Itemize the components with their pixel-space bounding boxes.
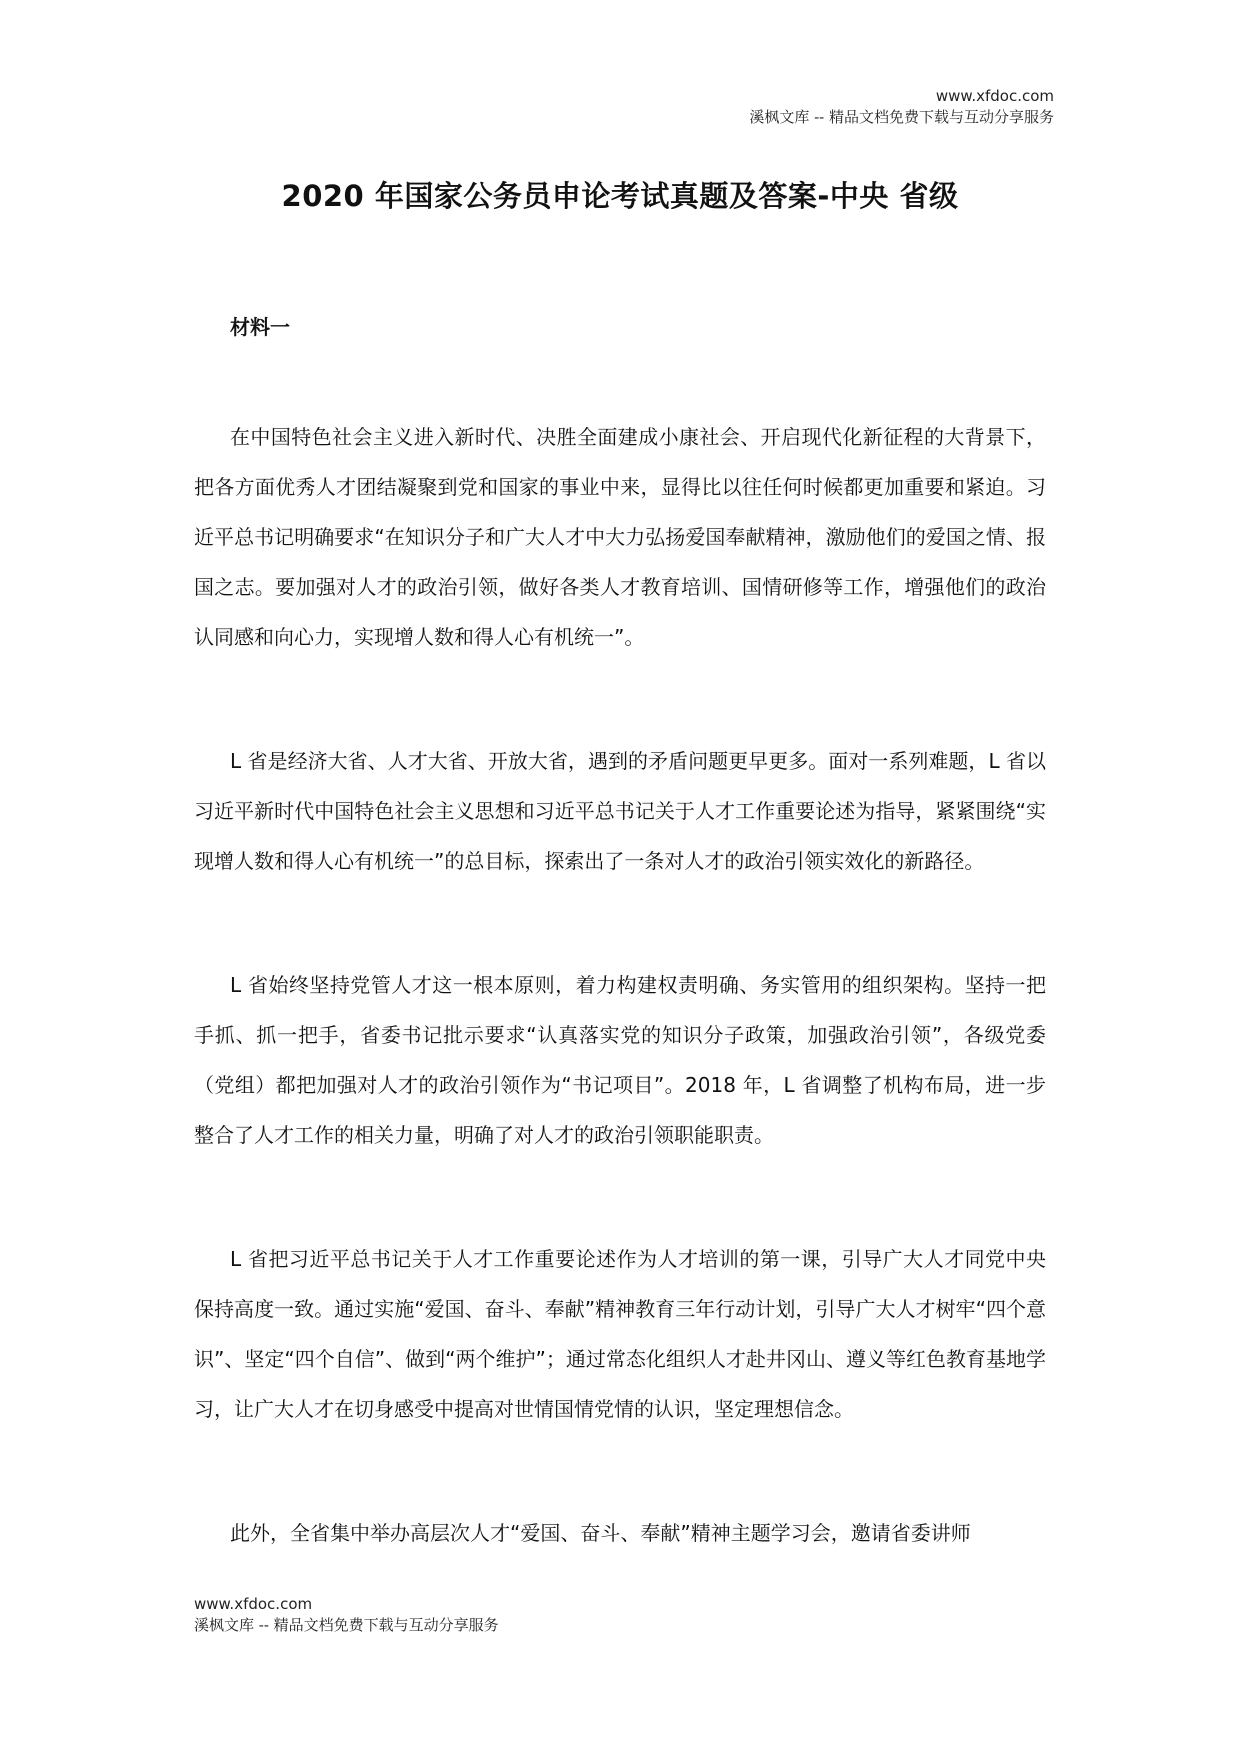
footer-tagline: 溪枫文库 -- 精品文档免费下载与互动分享服务 xyxy=(194,1616,499,1634)
section-label: 材料一 xyxy=(230,315,290,339)
paragraph: 此外，全省集中举办高层次人才“爱国、奋斗、奉献”精神主题学习会，邀请省委讲师 xyxy=(230,1521,971,1545)
document-title: 2020 年国家公务员申论考试真题及答案-中央 省级 xyxy=(281,179,959,213)
header-site-url: www.xfdoc.com xyxy=(935,87,1054,105)
paragraph: L 省始终坚持党管人才这一根本原则，着力构建权责明确、务实管用的组织架构。坚持一把手抓、抓一把手，省委书记批示要求“认真落实党的知识分子政策，加强政治引领”，各级党委（党组）都把加强对人才的政治引领作为“书记项目”。2018 年，L 省调整了机构布局，进一步整合了人才工作的相关力量，明确了对人才的政治引领职能职责。 xyxy=(194,973,1046,1147)
paragraph: L 省把习近平总书记关于人才工作重要论述作为人才培训的第一课，引导广大人才同党中央保持高度一致。通过实施“爱国、奋斗、奉献”精神教育三年行动计划，引导广大人才树牢“四个意识”、坚定“四个自信”、做到“两个维护”；通过常态化组织人才赴井冈山、遵义等红色教育基地学习，让广大人才在切身感受中提高对世情国情党情的认识，坚定理想信念。 xyxy=(194,1247,1046,1421)
paragraph: 在中国特色社会主义进入新时代、决胜全面建成小康社会、开启现代化新征程的大背景下，把各方面优秀人才团结凝聚到党和国家的事业中来，显得比以往任何时候都更加重要和紧迫。习近平总书记明确要求“在知识分子和广大人才中大力弘扬爱国奉献精神，激励他们的爱国之情、报国之志。要加强对人才的政治引领，做好各类人才教育培训、国情研修等工作，增强他们的政治认同感和向心力，实现增人数和得人心有机统一”。 xyxy=(194,425,1046,649)
document-body xyxy=(194,412,1046,1632)
page-header xyxy=(749,86,1054,128)
header-tagline: 溪枫文库 -- 精品文档免费下载与互动分享服务 xyxy=(749,108,1054,126)
paragraph: L 省是经济大省、人才大省、开放大省，遇到的矛盾问题更早更多。面对一系列难题，L 省以习近平新时代中国特色社会主义思想和习近平总书记关于人才工作重要论述为指导，紧紧围绕“实现增人数和得人心有机统一”的总目标，探索出了一条对人才的政治引领实效化的新路径。 xyxy=(194,749,1046,873)
page-footer xyxy=(194,1594,499,1636)
footer-site-url: www.xfdoc.com xyxy=(194,1595,313,1613)
